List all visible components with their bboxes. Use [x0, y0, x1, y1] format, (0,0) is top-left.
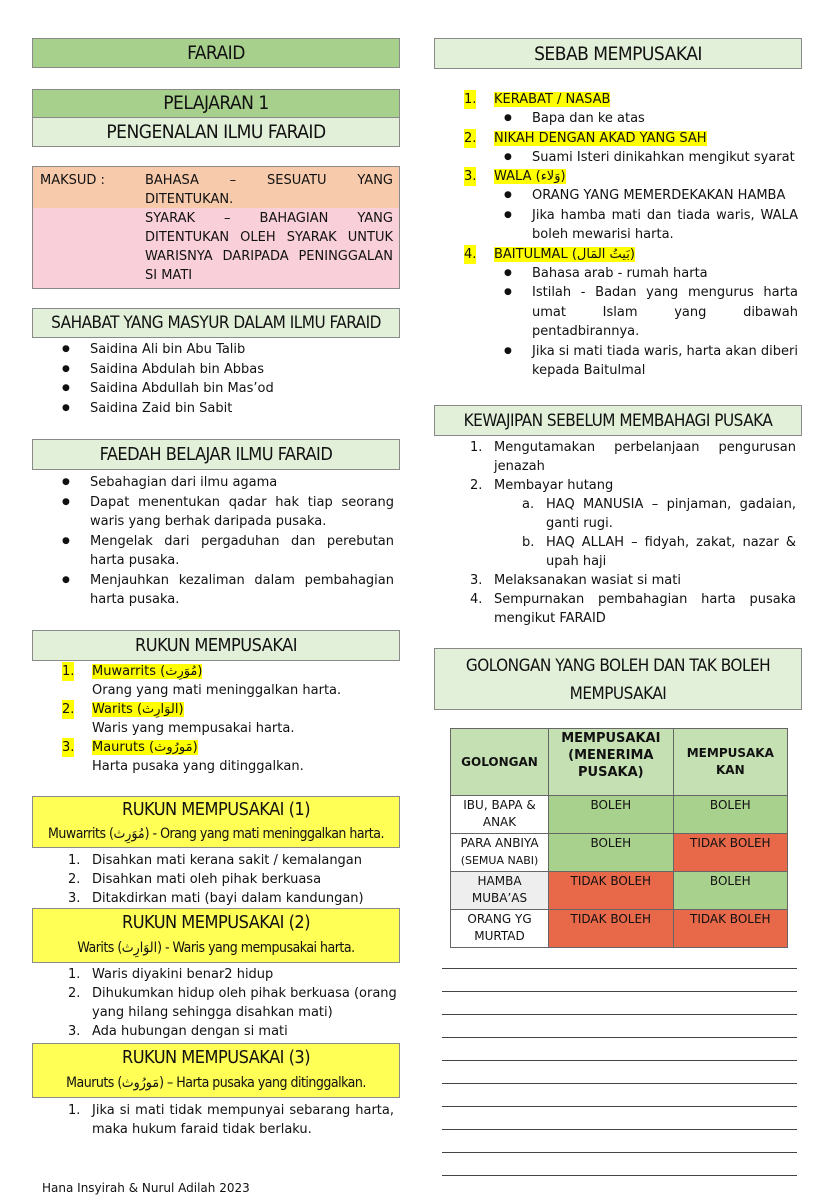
faedah-title: FAEDAH BELAJAR ILMU FARAID — [32, 439, 400, 470]
writing-line — [442, 1175, 797, 1176]
sebab-heading: KERABAT / NASAB — [494, 92, 611, 107]
list-item: ● Istilah - Badan yang mengurus harta umat Islam yang dibawah pentadbirannya. — [504, 283, 798, 342]
rukun-num: 3. — [62, 740, 75, 755]
kewajipan-list: 1. Mengutamakan perbelanjaan pengurusan jenazah 2. Membayar hutang a. HAQ MANUSIA – pinjaman, gadaian, ganti rugi. b. HAQ ALLAH – fidyah, zakat, nazar & upah haji 3. Melaksanakan wasiat si mati 4. Sempurnakan pembahagian harta pusaka mengikut FARAID — [470, 440, 796, 626]
kewajipan-item: Sempurnakan pembahagian harta pusaka mengikut FARAID — [494, 592, 796, 626]
list-item: 2. Dihukumkan hidup oleh pihak berkuasa (orang yang hilang sehingga disahkan mati) — [68, 986, 397, 1020]
table-cell: TIDAK BOLEH — [673, 834, 787, 872]
maksud-box — [32, 166, 400, 289]
sahabat-list — [62, 340, 400, 418]
table-cell: HAMBA MUBA’AS — [451, 872, 549, 910]
table-cell: BOLEH — [673, 796, 787, 834]
rukun-num: 2. — [62, 702, 75, 717]
table-cell: PARA ANBIYA (SEMUA NABI) — [451, 834, 549, 872]
rukun3-title: RUKUN MEMPUSAKAI (3) — [121, 1047, 311, 1068]
list-item: ● Mengelak dari pergaduhan dan perebutan harta pusaka. — [62, 532, 394, 571]
table-cell: ORANG YG MURTAD — [451, 910, 549, 948]
rukun-name: Muwarrits (مُوَرِث) — [92, 664, 203, 679]
writing-line — [442, 1037, 797, 1038]
list-item: 1. Disahkan mati kerana sakit / kemalangan — [68, 853, 363, 868]
lesson-subtitle: PENGENALAN ILMU FARAID — [32, 117, 400, 147]
lesson-title: PELAJARAN 1 — [32, 89, 400, 117]
kewajipan-title: KEWAJIPAN SEBELUM MEMBAHAGI PUSAKA — [434, 405, 802, 436]
table-cell: TIDAK BOLEH — [549, 872, 674, 910]
table-header: MEMPUSAKA KAN — [673, 729, 787, 796]
rukun-title: RUKUN MEMPUSAKAI — [32, 630, 400, 661]
kewajipan-item: Membayar hutang — [494, 478, 614, 493]
rukun-name: Warits (الوَارِث) — [92, 702, 184, 717]
table-header: GOLONGAN — [451, 729, 549, 796]
list-item: ● Bahasa arab - rumah harta — [504, 264, 798, 284]
list-item: ● Dapat menentukan qadar hak tiap seorang waris yang berhak daripada pusaka. — [62, 493, 394, 532]
list-item: ● Menjauhkan kezaliman dalam pembahagian harta pusaka. — [62, 571, 394, 610]
sebab-heading: NIKAH DENGAN AKAD YANG SAH — [494, 130, 707, 146]
writing-line — [442, 1152, 797, 1153]
kewajipan-item: Melaksanakan wasiat si mati — [494, 573, 681, 588]
kewajipan-item: Mengutamakan perbelanjaan pengurusan jenazah — [494, 440, 796, 474]
rukun-desc: Harta pusaka yang ditinggalkan. — [92, 759, 304, 774]
rukun-desc: Waris yang mempusakai harta. — [92, 721, 295, 736]
list-item: ● Sebahagian dari ilmu agama — [62, 473, 394, 493]
rukun1-list — [62, 851, 398, 908]
table-cell: BOLEH — [673, 872, 787, 910]
list-item: 1. Waris diyakini benar2 hidup — [68, 967, 274, 982]
list-item: ● ORANG YANG MEMERDEKAKAN HAMBA — [504, 186, 798, 206]
rukun-num: 1. — [62, 664, 75, 679]
table-cell: TIDAK BOLEH — [673, 910, 787, 948]
footer-credit: Hana Insyirah & Nurul Adilah 2023 — [42, 1181, 250, 1195]
rukun2-list — [62, 965, 398, 1041]
rukun-name: Mauruts (مَورُوث) — [92, 740, 198, 755]
maksud-syarak: SYARAK – BAHAGIAN YANG DITENTUKAN OLEH SYARAK UNTUK WARISNYA DARIPADA PENINGGALAN SI MATI — [145, 211, 393, 283]
rukun2-header — [32, 908, 400, 963]
rukun1-subtitle: Muwarrits (مُوَرِث) - Orang yang mati meninggalkan harta. — [48, 826, 384, 842]
writing-line — [442, 1060, 797, 1061]
rukun-list — [62, 662, 398, 776]
golongan-table — [450, 728, 788, 948]
list-item: ● Jika si mati tiada waris, harta akan diberi kepada Baitulmal — [504, 342, 798, 381]
table-cell: IBU, BAPA & ANAK — [451, 796, 549, 834]
writing-line — [442, 1129, 797, 1130]
writing-line — [442, 968, 797, 969]
list-item: 2. Disahkan mati oleh pihak berkuasa — [68, 872, 322, 887]
table-cell: BOLEH — [549, 796, 674, 834]
list-item: ● Suami Isteri dinikahkan mengikut syarat — [504, 148, 798, 168]
sahabat-title: SAHABAT YANG MASYUR DALAM ILMU FARAID — [32, 308, 400, 338]
rukun-desc: Orang yang mati meninggalkan harta. — [92, 683, 342, 698]
rukun1-header — [32, 796, 400, 848]
golongan-title — [434, 648, 802, 710]
writing-line — [442, 1014, 797, 1015]
rukun1-title: RUKUN MEMPUSAKAI (1) — [121, 799, 311, 820]
rukun3-list — [62, 1101, 394, 1139]
rukun2-title: RUKUN MEMPUSAKAI (2) — [121, 912, 311, 933]
table-row — [451, 910, 788, 948]
sebab-title: SEBAB MEMPUSAKAI — [434, 38, 802, 69]
list-item: ● Saidina Abdulah bin Abbas — [62, 360, 400, 380]
maksud-bahasa: BAHASA – SESUATU YANG DITENTUKAN. — [145, 173, 393, 207]
kewajipan-subitem: HAQ ALLAH – fidyah, zakat, nazar & upah haji — [546, 535, 796, 569]
sebab-list: 1. KERABAT / NASAB ● Bapa dan ke atas 2. NIKAH DENGAN AKAD YANG SAH ● Suami Isteri dinikahkan mengikut syarat 3. WALA (وَلاء) ● ORANG YANG MEMERDEKAKAN HAMBA ● Jika hamba mati dan tiada waris, WALA boleh mewarisi harta. 4. BAITULMAL (بَيتُ المَال) ● Bahasa arab - rumah harta ● Istilah - Badan yang mengurus harta umat Islam yang dibawah pentadbirannya. ● Jika si mati tiada waris, harta akan diberi kepada Baitulmal — [464, 90, 798, 381]
sebab-heading: BAITULMAL (بَيتُ المَال) — [494, 246, 635, 262]
table-row — [451, 872, 788, 910]
golongan-title-line: MEMPUSAKAI — [569, 684, 667, 704]
list-item: ● Jika hamba mati dan tiada waris, WALA boleh mewarisi harta. — [504, 206, 798, 245]
list-item: ● Saidina Abdullah bin Mas’od — [62, 379, 400, 399]
faedah-list — [62, 473, 394, 610]
table-header: MEMPUSAKAI (MENERIMA PUSAKA) — [549, 729, 674, 796]
list-item: 1. Jika si mati tidak mempunyai sebarang harta, maka hukum faraid tidak berlaku. — [68, 1103, 394, 1137]
writing-line — [442, 1083, 797, 1084]
list-item: 3. Ditakdirkan mati (bayi dalam kandungan) — [68, 891, 364, 906]
table-cell: BOLEH — [549, 834, 674, 872]
writing-line — [442, 991, 797, 992]
table-row — [451, 834, 788, 872]
list-item: ● Bapa dan ke atas — [504, 109, 798, 129]
rukun2-subtitle: Warits (الوَارِث) - Waris yang mempusakai harta. — [77, 940, 355, 956]
kewajipan-subitem: HAQ MANUSIA – pinjaman, gadaian, ganti rugi. — [546, 497, 796, 531]
table-row — [451, 796, 788, 834]
list-item: 3. Ada hubungan dengan si mati — [68, 1024, 288, 1039]
golongan-title-line: GOLONGAN YANG BOLEH DAN TAK BOLEH — [465, 656, 771, 676]
table-cell: TIDAK BOLEH — [549, 910, 674, 948]
list-item: ● Saidina Zaid bin Sabit — [62, 399, 400, 419]
page-title: FARAID — [32, 38, 400, 68]
rukun3-header — [32, 1043, 400, 1098]
list-item: ● Saidina Ali bin Abu Talib — [62, 340, 400, 360]
sebab-heading: WALA (وَلاء) — [494, 169, 566, 184]
writing-line — [442, 1106, 797, 1107]
rukun3-subtitle: Mauruts (مَورُوث) – Harta pusaka yang ditinggalkan. — [66, 1075, 366, 1091]
maksud-label: MAKSUD : — [40, 173, 105, 188]
